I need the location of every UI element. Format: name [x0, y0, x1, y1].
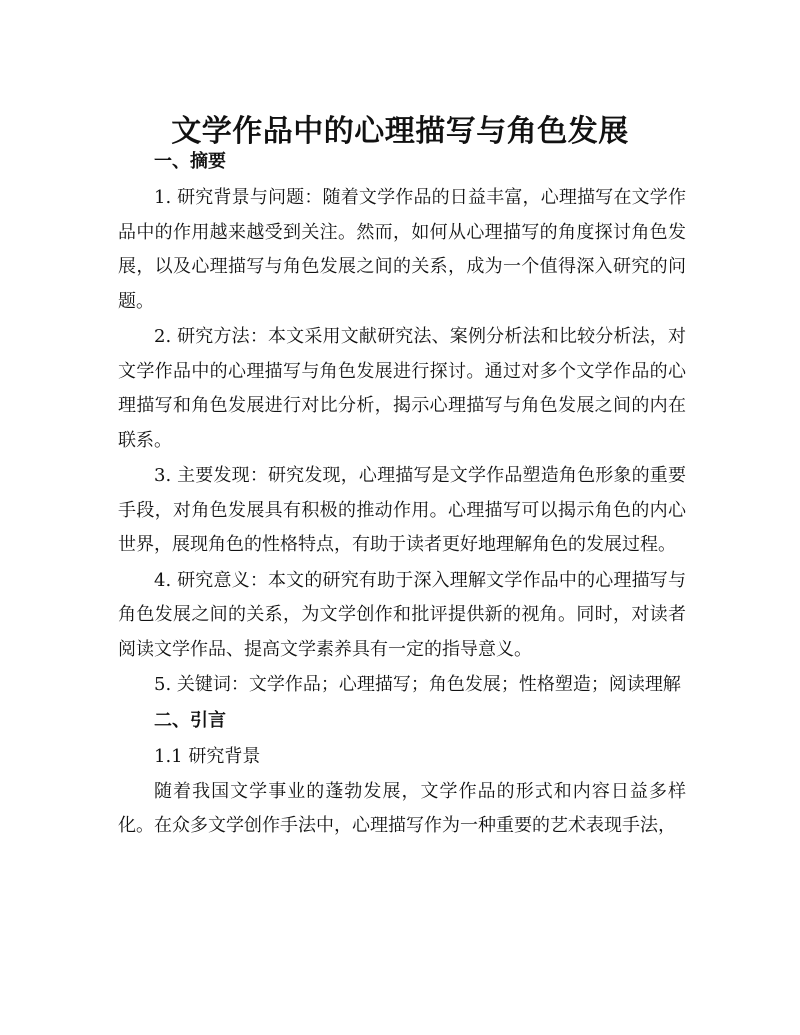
abstract-item-5 — [118, 668, 686, 703]
abstract-item-1 — [118, 181, 686, 319]
abstract-item-4 — [118, 564, 686, 668]
abstract-item-text: 研究背景与问题：随着文学作品的日益丰富，心理描写在文学作品中的作用越来越受到关注。然而，如何从心理描写的角度探讨角色发展，以及心理描写与角色发展之间的关系，成为一个值得深入研究的问题。 — [118, 187, 686, 312]
section-heading-introduction: 二、引言 — [154, 709, 226, 731]
abstract-item-number: 4. — [154, 569, 172, 591]
abstract-item-number: 5. — [154, 674, 172, 695]
abstract-item-text: 主要发现：研究发现，心理描写是文学作品塑造角色形象的重要手段，对角色发展具有积极的推动作用。心理描写可以揭示角色的内心世界，展现角色的性格特点，有助于读者更好地理解角色的发展过程。 — [118, 465, 686, 555]
abstract-item-number: 2. — [154, 326, 172, 347]
abstract-item-text: 研究意义：本文的研究有助于深入理解文学作品中的心理描写与角色发展之间的关系，为文学创作和批评提供新的视角。同时，对读者阅读文学作品、提高文学素养具有一定的指导意义。 — [118, 569, 686, 660]
subsection-heading-research-background: 1.1 研究背景 — [154, 745, 261, 767]
intro-paragraph: 随着我国文学事业的蓬勃发展，文学作品的形式和内容日益多样化。在众多文学创作手法中，心理描写作为一种重要的艺术表现手法， — [118, 780, 686, 836]
abstract-item-2 — [118, 320, 686, 458]
abstract-item-number: 1. — [154, 187, 172, 208]
abstract-item-text: 研究方法：本文采用文献研究法、案例分析法和比较分析法，对文学作品中的心理描写与角色发展进行探讨。通过对多个文学作品的心理描写和角色发展进行对比分析，揭示心理描写与角色发展之间的内在联系。 — [118, 326, 686, 451]
document-title: 文学作品中的心理描写与角色发展 — [171, 114, 629, 150]
section-heading-abstract: 一、摘要 — [154, 151, 226, 172]
abstract-item-text: 关键词：文学作品；心理描写；角色发展；性格塑造；阅读理解 — [176, 674, 681, 695]
abstract-item-number: 3. — [154, 465, 172, 486]
abstract-item-3 — [118, 459, 686, 563]
document-body — [118, 145, 686, 845]
